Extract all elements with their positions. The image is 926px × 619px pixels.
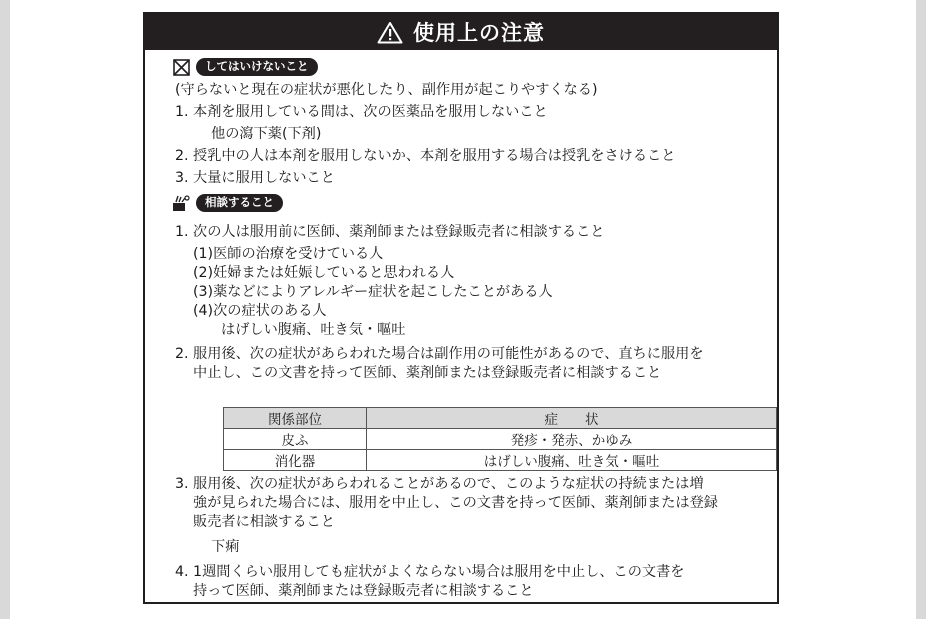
consult-item-1-sub-4-detail: はげしい腹痛、吐き気・嘔吐 [221, 322, 406, 338]
section-consult-header [171, 194, 283, 212]
consult-item-2-line-1: 2. 服用後、次の症状があらわれた場合は副作用の可能性があるので、直ちに服用を [175, 346, 704, 362]
table-header-cell: 症 状 [367, 408, 777, 429]
table-header-cell: 関係部位 [224, 408, 367, 429]
table-row [224, 429, 777, 450]
pharmacist-consult-icon [171, 194, 191, 212]
section-dont-header [171, 58, 318, 76]
consult-item-1-sub-3: (3)薬などによりアレルギー症状を起こしたことがある人 [193, 284, 553, 300]
section-dont-badge: してはいけないこと [196, 58, 318, 76]
consult-item-3-line-3: 販売者に相談すること [193, 514, 335, 530]
section-consult-badge: 相談すること [196, 194, 283, 212]
consult-item-1-sub-4: (4)次の症状のある人 [193, 303, 327, 319]
consult-item-3-line-2: 強が見られた場合には、服用を中止し、この文書を持って医師、薬剤師または登録 [193, 495, 718, 511]
title-bar [145, 14, 777, 50]
prohibited-x-box-icon [171, 58, 191, 76]
consult-item-1: 1. 次の人は服用前に医師、薬剤師または登録販売者に相談すること [175, 224, 605, 240]
dont-item-1-sub: 他の瀉下薬(下剤) [211, 126, 322, 142]
table-row [224, 450, 777, 471]
table-cell: 皮ふ [224, 429, 367, 450]
dont-item-1: 1. 本剤を服用している間は、次の医薬品を服用しないこと [175, 104, 548, 120]
symptom-table [223, 407, 777, 471]
consult-item-3-sub: 下痢 [211, 539, 240, 555]
consult-item-2-line-2: 中止し、この文書を持って医師、薬剤師または登録販売者に相談すること [193, 365, 662, 381]
consult-item-3-line-1: 3. 服用後、次の症状があらわれることがあるので、このような症状の持続または増 [175, 476, 704, 492]
right-margin [916, 0, 926, 619]
dont-item-2: 2. 授乳中の人は本剤を服用しないか、本剤を服用する場合は授乳をさけること [175, 148, 676, 164]
warning-triangle-icon [377, 21, 403, 44]
table-cell: はげしい腹痛、吐き気・嘔吐 [367, 450, 777, 471]
table-cell: 消化器 [224, 450, 367, 471]
page-title: 使用上の注意 [413, 21, 545, 45]
table-header-row [224, 408, 777, 429]
precautions-box [143, 12, 779, 604]
left-margin [0, 0, 10, 619]
consult-item-4-line-2: 持って医師、薬剤師または登録販売者に相談すること [193, 583, 534, 599]
consult-item-4-line-1: 4. 1週間くらい服用しても症状がよくならない場合は服用を中止し、この文書を [175, 564, 685, 580]
section-dont-intro: (守らないと現在の症状が悪化したり、副作用が起こりやすくなる) [175, 82, 598, 98]
consult-item-1-sub-2: (2)妊婦または妊娠していると思われる人 [193, 265, 455, 281]
table-cell: 発疹・発赤、かゆみ [367, 429, 777, 450]
consult-item-1-sub-1: (1)医師の治療を受けている人 [193, 246, 384, 262]
dont-item-3: 3. 大量に服用しないこと [175, 170, 335, 186]
